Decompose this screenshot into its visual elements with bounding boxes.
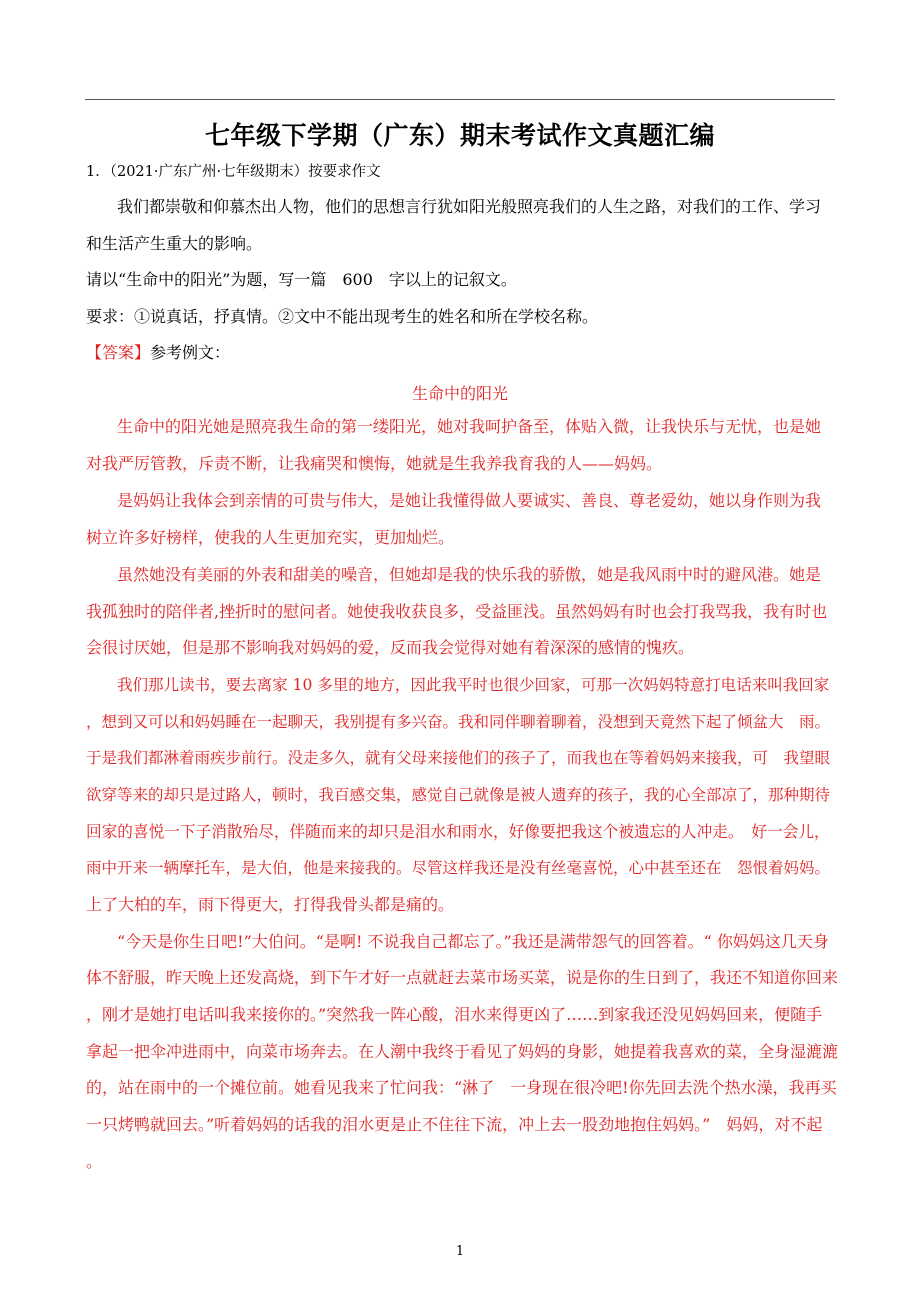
essay-line: 拿起一把伞冲进雨中，向菜市场奔去。在人潮中我终于看见了妈妈的身影，她提着我喜欢的菜，全身湿漉漉 bbox=[86, 1042, 839, 1061]
prompt-requirements: 要求：①说真话，抒真情。②文中不能出现考生的姓名和所在学校名称。 bbox=[86, 307, 599, 326]
essay-line: ，想到又可以和妈妈睡在一起聊天，我别提有多兴奋。我和同伴聊着聊着，没想到天竟然下起了倾盆大 雨。 bbox=[86, 713, 831, 731]
essay-line: 的，站在雨中的一个摊位前。她看见我来了忙问我：“淋了 一身现在很冷吧!你先回去洗个热水澡，我再买 bbox=[86, 1078, 837, 1097]
essay-line: 生命中的阳光她是照亮我生命的第一缕阳光，她对我呵护备至，体贴入微，让我快乐与无忧，也是她 bbox=[117, 417, 822, 436]
essay-line: 对我严厉管教，斥责不断，让我痛哭和懊悔，她就是生我养我育我的人——妈妈。 bbox=[86, 454, 663, 473]
essay-line: 我孤独时的陪伴者,挫折时的慰问者。她使我收获良多，受益匪浅。虽然妈妈有时也会打我骂我，我有时也 bbox=[86, 602, 828, 621]
document-title: 七年级下学期（广东）期末考试作文真题汇编 bbox=[204, 121, 715, 150]
essay-line: 上了大柏的车，雨下得更大，打得我骨头都是痛的。 bbox=[86, 895, 455, 914]
prompt-line: 请以“生命中的阳光”为题，写一篇 600 字以上的记叙文。 bbox=[86, 270, 517, 289]
question-label: 1．（2021·广东广州·七年级期末）按要求作文 bbox=[86, 164, 381, 180]
essay-line: 体不舒服，昨天晚上还发高烧，到下午才好一点就赶去菜市场买菜，说是你的生日到了，我还不知道你回来 bbox=[86, 968, 839, 987]
essay-line: 欲穿等来的却只是过路人，顿时，我百感交集，感觉自己就像是被人遗弃的孩子，我的心全部凉了，那种期待 bbox=[86, 786, 831, 804]
essay-line: 树立许多好榜样，使我的人生更加充实，更加灿烂。 bbox=[86, 528, 455, 547]
essay-line: ，刚才是她打电话叫我来接你的。”突然我一阵心酸，泪水来得更凶了……到家我还没见妈妈回来，便随手 bbox=[86, 1005, 823, 1024]
essay-line: 于是我们都淋着雨疾步前行。没走多久，就有父母来接他们的孩子了，而我也在等着妈妈来接我，可 我望眼 bbox=[86, 749, 831, 767]
essay-line: 雨中开来一辆摩托车，是大伯，他是来接我的。尽管这样我还是没有丝毫喜悦，心中甚至还在 怨恨着妈妈。 bbox=[86, 859, 831, 877]
essay-line: 会很讨厌她，但是那不影响我对妈妈的爱，反而我会觉得对她有着深深的感情的愧疚。 bbox=[86, 638, 695, 657]
essay-line: 。 bbox=[86, 1152, 103, 1171]
prompt-line: 和生活产生重大的影响。 bbox=[86, 234, 263, 253]
header-rule bbox=[85, 99, 835, 100]
prompt-line: 我们都崇敬和仰慕杰出人物，他们的思想言行犹如阳光般照亮我们的人生之路，对我们的工作、学习 bbox=[117, 197, 822, 216]
answer-label: 参考例文： bbox=[150, 343, 231, 362]
essay-line: 是妈妈让我体会到亲情的可贵与伟大，是她让我懂得做人要诚实、善良、尊老爱幼，她以身作则为我 bbox=[117, 491, 822, 510]
essay-line: 回家的喜悦一下子消散殆尽，伴随而来的却只是泪水和雨水，好像要把我这个被遗忘的人冲走。 好一会儿， bbox=[86, 822, 830, 841]
essay-line: 一只烤鸭就回去。”听着妈妈的话我的泪水更是止不住往下流，冲上去一股劲地抱住妈妈。” 妈妈，对不起 bbox=[86, 1115, 823, 1134]
essay-title: 生命中的阳光 bbox=[411, 384, 508, 403]
essay-line: 我们那儿读书，要去离家 10 多里的地方，因此我平时也很少回家，可那一次妈妈特意打电话来叫我回家 bbox=[117, 676, 830, 694]
essay-line: 虽然她没有美丽的外表和甜美的噪音，但她却是我的快乐我的骄傲，她是我风雨中时的避风港。她是 bbox=[117, 565, 822, 584]
page-number: 1 bbox=[455, 1244, 465, 1259]
answer-heading bbox=[86, 343, 230, 363]
answer-tag: 【答案】 bbox=[86, 343, 151, 362]
essay-line: “今天是你生日吧!”大伯问。“是啊! 不说我自己都忘了。”我还是满带怨气的回答着。“ 你妈妈这几天身 bbox=[117, 932, 829, 951]
